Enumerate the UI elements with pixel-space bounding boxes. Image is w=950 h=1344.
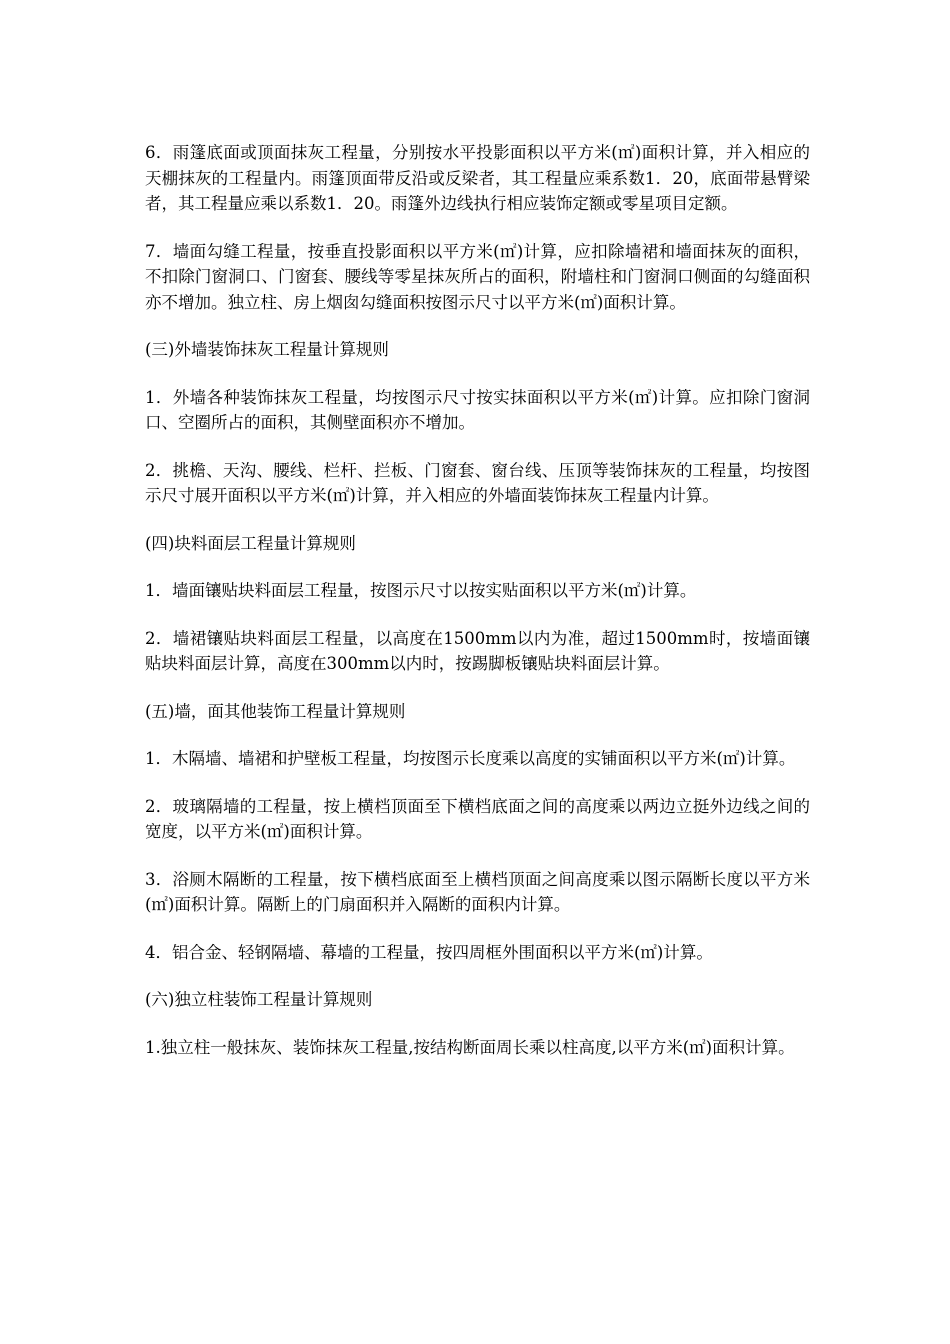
paragraph-wood-partition: 1．木隔墙、墙裙和护壁板工程量，均按图示长度乘以高度的实铺面积以平方米(㎡)计算。 xyxy=(145,749,796,768)
paragraph-column-plaster: 1.独立柱一般抹灰、装饰抹灰工程量,按结构断面周长乘以柱高度,以平方米(㎡)面积计算。 xyxy=(145,1037,795,1057)
paragraph-canopy-plaster: 6．雨篷底面或顶面抹灰工程量，分别按水平投影面积以平方米(㎡)面积计算，并入相应的天棚抹灰的工程量内。雨篷顶面带反沿或反梁者，其工程量应乘系数1．20，底面带悬臂梁者，其工程量应乘以系数1．20。雨篷外边线执行相应装饰定额或零星项目定额。 xyxy=(145,143,810,213)
section-heading-tile-surface: (四)块料面层工程量计算规则 xyxy=(145,533,356,553)
paragraph-curtain-wall: 4．铝合金、轻钢隔墙、幕墙的工程量，按四周框外围面积以平方米(㎡)计算。 xyxy=(145,942,713,962)
paragraph-eaves-gutter-plaster: 2．挑檐、天沟、腰线、栏杆、拦板、门窗套、窗台线、压顶等装饰抹灰的工程量，均按图示尺寸展开面积以平方米(㎡)计算，并入相应的外墙面装饰抹灰工程量内计算。 xyxy=(145,460,810,505)
paragraph-glass-partition: 2．玻璃隔墙的工程量，按上横档顶面至下横档底面之间的高度乘以两边立挺外边线之间的宽度，以平方米(㎡)面积计算。 xyxy=(145,796,810,841)
paragraph-wall-pointing: 7．墙面勾缝工程量，按垂直投影面积以平方米(㎡)计算，应扣除墙裙和墙面抹灰的面积，不扣除门窗洞口、门窗套、腰线等零星抹灰所占的面积，附墙柱和门窗洞口侧面的勾缝面积亦不增加。独立柱、房上烟囱勾缝面积按图示尺寸以平方米(㎡)面积计算。 xyxy=(145,241,810,312)
section-heading-column-decoration: (六)独立柱装饰工程量计算规则 xyxy=(145,990,373,1009)
document-body xyxy=(145,140,810,1082)
section-heading-exterior-wall: (三)外墙装饰抹灰工程量计算规则 xyxy=(145,340,389,359)
paragraph-wall-tile: 1．墙面镶贴块料面层工程量，按图示尺寸以按实贴面积以平方米(㎡)计算。 xyxy=(145,581,697,600)
paragraph-bathroom-partition: 3．浴厕木隔断的工程量，按下横档底面至上横档顶面之间高度乘以图示隔断长度以平方米(㎡)面积计算。隔断上的门扇面积并入隔断的面积内计算。 xyxy=(145,869,810,914)
section-heading-other-decoration: (五)墙，面其他装饰工程量计算规则 xyxy=(145,701,406,721)
paragraph-exterior-decorative-plaster: 1．外墙各种装饰抹灰工程量，均按图示尺寸按实抹面积以平方米(㎡)计算。应扣除门窗洞口、空圈所占的面积，其侧壁面积亦不增加。 xyxy=(145,387,810,432)
paragraph-dado-tile: 2．墙裙镶贴块料面层工程量，以高度在1500mm以内为准，超过1500mm时，按墙面镶贴块料面层计算，高度在300mm以内时，按踢脚板镶贴块料面层计算。 xyxy=(145,628,810,673)
